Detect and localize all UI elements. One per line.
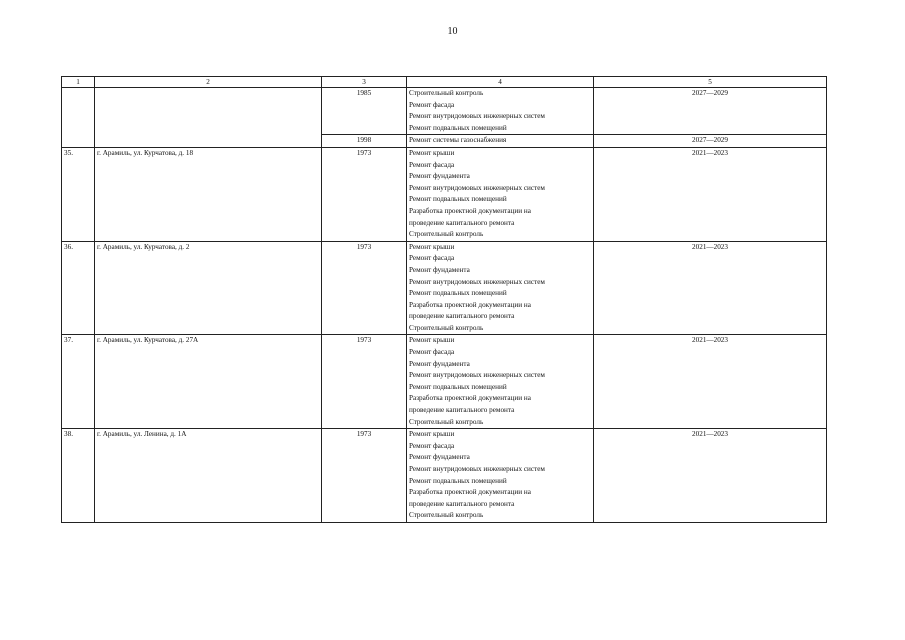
header-cell-4: 4 xyxy=(407,77,594,88)
header-cell-1: 1 xyxy=(62,77,95,88)
table-row xyxy=(62,147,827,241)
address-cell xyxy=(95,88,322,148)
work-item: Строительный контроль xyxy=(409,89,484,97)
work-item: проведение капитального ремонта xyxy=(409,218,515,227)
work-item: проведение капитального ремонта xyxy=(409,312,515,321)
repair-schedule-table xyxy=(61,76,827,523)
work-item: Ремонт фасада xyxy=(409,348,455,357)
work-item: Ремонт подвальных помещений xyxy=(409,476,507,485)
work-item: Ремонт системы газоснабжения xyxy=(409,136,507,145)
row-number-cell: 35. xyxy=(62,147,95,241)
work-item: Ремонт крыши xyxy=(409,148,455,157)
table-row xyxy=(62,88,827,135)
year-cell: 1973 xyxy=(322,429,407,523)
work-item: Ремонт внутридомовых инженерных систем xyxy=(409,371,545,380)
header-cell-2: 2 xyxy=(95,77,322,88)
year-cell: 1998 xyxy=(322,135,407,148)
works-cell xyxy=(407,429,594,523)
work-item: Разработка проектной документации на xyxy=(409,394,531,403)
work-item: Ремонт крыши xyxy=(409,430,455,439)
works-cell xyxy=(407,335,594,429)
work-item: Ремонт подвальных помещений xyxy=(409,195,507,204)
year-cell: 1973 xyxy=(322,147,407,241)
table-row xyxy=(62,335,827,429)
header-cell-3: 3 xyxy=(322,77,407,88)
work-item: Ремонт фундамента xyxy=(409,453,470,462)
works-cell xyxy=(407,135,594,148)
work-item: Ремонт фундамента xyxy=(409,172,470,181)
work-item: Ремонт внутридомовых инженерных систем xyxy=(409,183,545,192)
row-number-cell: 37. xyxy=(62,335,95,429)
address-cell: г. Арамиль, ул. Курчатова, д. 18 xyxy=(95,147,322,241)
row-number-cell: 38. xyxy=(62,429,95,523)
work-item: Ремонт фундамента xyxy=(409,265,470,274)
work-item: Ремонт внутридомовых инженерных систем xyxy=(409,465,545,473)
work-item: проведение капитального ремонта xyxy=(409,499,515,508)
work-item: Ремонт фундамента xyxy=(409,359,470,368)
period-cell: 2027—2029 xyxy=(594,135,827,148)
work-item: Строительный контроль xyxy=(409,417,484,426)
table-row xyxy=(62,241,827,335)
period-cell: 2021—2023 xyxy=(594,241,827,335)
period-cell: 2021—2023 xyxy=(594,429,827,523)
work-item: Ремонт внутридомовых инженерных систем xyxy=(409,277,545,286)
work-item: Строительный контроль xyxy=(409,230,484,239)
work-item: Ремонт фасада xyxy=(409,254,455,263)
header-cell-5: 5 xyxy=(594,77,827,88)
address-cell: г. Арамиль, ул. Курчатова, д. 27А xyxy=(95,335,322,429)
work-item: Ремонт фасада xyxy=(409,160,455,169)
table-row xyxy=(62,429,827,523)
row-number-cell xyxy=(62,88,95,148)
work-item: Ремонт внутридомовых инженерных систем xyxy=(409,112,545,121)
row-number-cell: 36. xyxy=(62,241,95,335)
work-item: Ремонт фасада xyxy=(409,100,455,109)
work-item: Ремонт подвальных помещений xyxy=(409,289,507,298)
work-item: проведение капитального ремонта xyxy=(409,406,515,415)
period-cell: 2021—2023 xyxy=(594,335,827,429)
work-item: Разработка проектной документации на xyxy=(409,488,531,497)
works-cell xyxy=(407,241,594,335)
work-item: Ремонт крыши xyxy=(409,242,455,251)
period-cell: 2021—2023 xyxy=(594,147,827,241)
address-cell: г. Арамиль, ул. Курчатова, д. 2 xyxy=(95,241,322,335)
year-cell: 1973 xyxy=(322,335,407,429)
work-item: Ремонт подвальных помещений xyxy=(409,382,507,391)
works-cell xyxy=(407,147,594,241)
year-cell: 1973 xyxy=(322,241,407,335)
work-item: Ремонт подвальных помещений xyxy=(409,123,507,132)
work-item: Строительный контроль xyxy=(409,323,484,332)
table-header-row xyxy=(62,77,827,88)
work-item: Разработка проектной документации на xyxy=(409,206,531,215)
work-item: Ремонт фасада xyxy=(409,441,455,450)
period-cell: 2027—2029 xyxy=(594,88,827,135)
works-cell xyxy=(407,88,594,135)
address-cell: г. Арамиль, ул. Ленина, д. 1А xyxy=(95,429,322,523)
work-item: Ремонт крыши xyxy=(409,336,455,345)
page-number: 10 xyxy=(447,26,458,37)
year-cell: 1985 xyxy=(322,88,407,135)
work-item: Строительный контроль xyxy=(409,511,484,520)
work-item: Разработка проектной документации на xyxy=(409,300,531,309)
